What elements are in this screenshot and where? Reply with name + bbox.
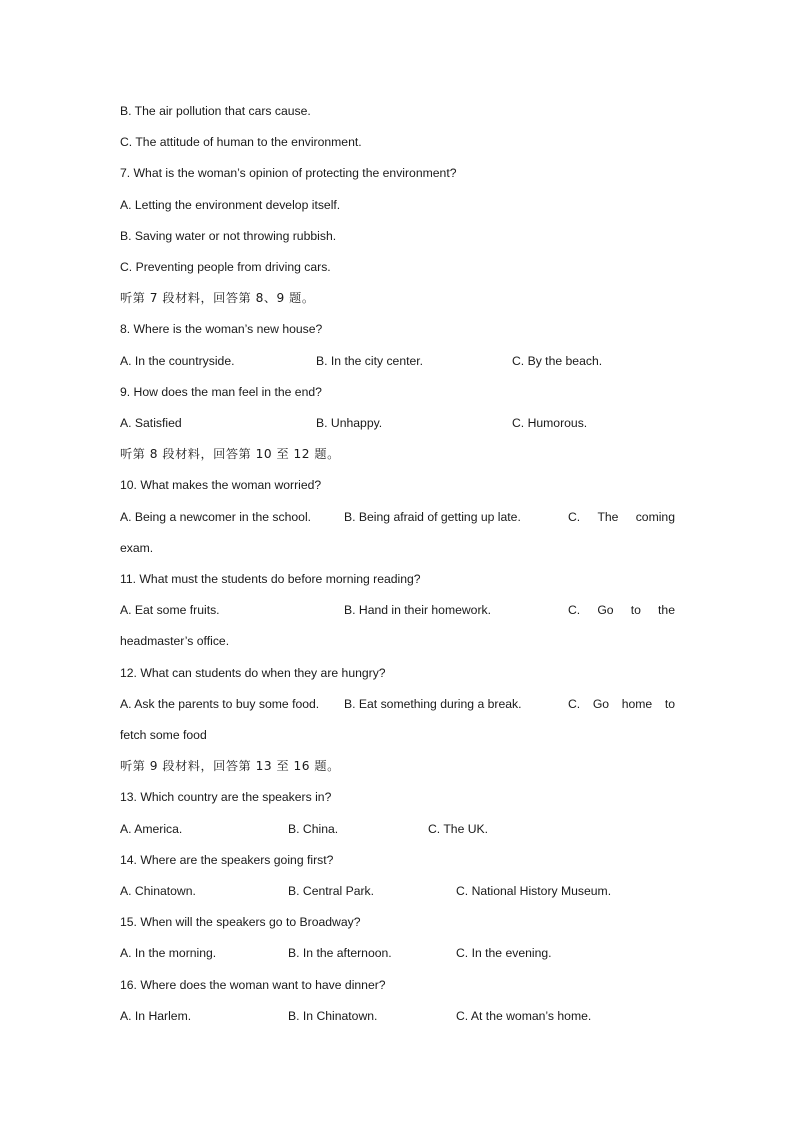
q15-option-a: A. In the morning. bbox=[120, 946, 217, 960]
q11-option-a: A. Eat some fruits. bbox=[120, 603, 220, 617]
option-word: The bbox=[597, 510, 619, 524]
q7-option-b: B. Saving water or not throwing rubbish. bbox=[120, 229, 337, 243]
q10-option-a: A. Being a newcomer in the school. bbox=[120, 510, 312, 524]
q6-option-b: B. The air pollution that cars cause. bbox=[120, 104, 311, 118]
question-14: 14. Where are the speakers going first? bbox=[120, 853, 334, 867]
q15-option-b: B. In the afternoon. bbox=[288, 946, 392, 960]
question-12: 12. What can students do when they are hungry? bbox=[120, 666, 386, 680]
question-15: 15. When will the speakers go to Broadway? bbox=[120, 915, 361, 929]
q11-options bbox=[120, 602, 675, 618]
q10-option-b: B. Being afraid of getting up late. bbox=[344, 510, 521, 524]
q12-options bbox=[120, 696, 675, 712]
option-word: coming bbox=[635, 510, 675, 524]
question-9: 9. How does the man feel in the end? bbox=[120, 385, 322, 399]
q15-options bbox=[120, 945, 675, 961]
question-13: 13. Which country are the speakers in? bbox=[120, 790, 332, 804]
q8-option-b: B. In the city center. bbox=[316, 354, 424, 368]
q8-options bbox=[120, 353, 675, 369]
q10-option-c bbox=[568, 509, 675, 525]
question-7: 7. What is the woman’s opinion of protecting the environment? bbox=[120, 166, 457, 180]
option-word: home bbox=[621, 697, 653, 711]
q16-option-b: B. In Chinatown. bbox=[288, 1009, 378, 1023]
q14-option-a: A. Chinatown. bbox=[120, 884, 196, 898]
q9-option-c: C. Humorous. bbox=[512, 416, 588, 430]
q11-option-b: B. Hand in their homework. bbox=[344, 603, 491, 617]
q14-option-c: C. National History Museum. bbox=[456, 884, 612, 898]
q12-option-a: A. Ask the parents to buy some food. bbox=[120, 697, 320, 711]
q13-options bbox=[120, 821, 675, 837]
q8-option-a: A. In the countryside. bbox=[120, 354, 235, 368]
option-letter: C. bbox=[568, 697, 581, 711]
q9-options bbox=[120, 415, 675, 431]
option-word: to bbox=[630, 603, 641, 617]
q16-option-a: A. In Harlem. bbox=[120, 1009, 192, 1023]
section-heading-9: 听第 9 段材料，回答第 13 至 16 题。 bbox=[120, 759, 340, 773]
q10-options bbox=[120, 509, 675, 525]
question-8: 8. Where is the woman’s new house? bbox=[120, 322, 323, 336]
q7-option-c: C. Preventing people from driving cars. bbox=[120, 260, 331, 274]
question-10: 10. What makes the woman worried? bbox=[120, 478, 322, 492]
option-word: to bbox=[664, 697, 675, 711]
q12-option-c-continued: fetch some food bbox=[120, 728, 207, 742]
option-word: the bbox=[658, 603, 675, 617]
option-word: Go bbox=[592, 697, 610, 711]
q13-option-b: B. China. bbox=[288, 822, 339, 836]
q8-option-c: C. By the beach. bbox=[512, 354, 603, 368]
q13-option-c: C. The UK. bbox=[428, 822, 489, 836]
q10-option-c-continued: exam. bbox=[120, 541, 154, 555]
section-heading-8: 听第 8 段材料，回答第 10 至 12 题。 bbox=[120, 447, 340, 461]
q14-options bbox=[120, 883, 675, 899]
q7-option-a: A. Letting the environment develop itself. bbox=[120, 198, 341, 212]
question-16: 16. Where does the woman want to have dinner? bbox=[120, 978, 386, 992]
q16-option-c: C. At the woman’s home. bbox=[456, 1009, 592, 1023]
q13-option-a: A. America. bbox=[120, 822, 183, 836]
option-letter: C. bbox=[568, 603, 581, 617]
option-letter: C. bbox=[568, 510, 581, 524]
q6-option-c: C. The attitude of human to the environment. bbox=[120, 135, 362, 149]
question-11: 11. What must the students do before morning reading? bbox=[120, 572, 421, 586]
q11-option-c bbox=[568, 602, 675, 618]
q16-options bbox=[120, 1008, 675, 1024]
q15-option-c: C. In the evening. bbox=[456, 946, 552, 960]
q11-option-c-continued: headmaster’s office. bbox=[120, 634, 230, 648]
option-word: Go bbox=[597, 603, 614, 617]
q12-option-c bbox=[568, 696, 675, 712]
q9-option-b: B. Unhappy. bbox=[316, 416, 383, 430]
q9-option-a: A. Satisfied bbox=[120, 416, 182, 430]
section-heading-7: 听第 7 段材料，回答第 8、9 题。 bbox=[120, 291, 315, 305]
q14-option-b: B. Central Park. bbox=[288, 884, 375, 898]
q12-option-b: B. Eat something during a break. bbox=[344, 697, 522, 711]
